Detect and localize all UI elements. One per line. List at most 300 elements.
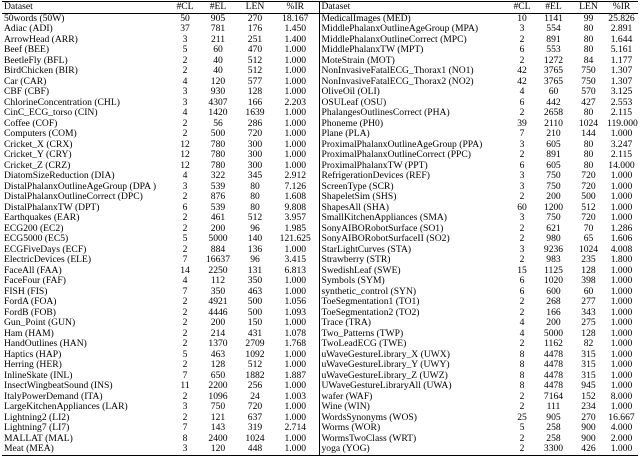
right-element-count-cell: 4478 (543, 370, 564, 381)
right-class-count-cell: 2 (519, 433, 525, 444)
right-class-count-cell: 42 (517, 76, 527, 87)
left-element-count-cell: 461 (210, 213, 226, 223)
left-imbalance-ratio-cell: 1.000 (284, 118, 307, 129)
table-row (2, 150, 638, 161)
left-class-count-cell: 2 (182, 66, 188, 76)
right-dataset-name-cell: wafer (WAF) (319, 392, 509, 403)
table-row (2, 350, 638, 361)
left-dataset-name-cell: ECGFiveDays (ECF) (4, 244, 87, 255)
left-class-count-cell: 2 (182, 391, 188, 402)
left-imbalance-ratio-cell: 2.203 (284, 97, 307, 108)
left-element-count-cell: 884 (210, 244, 226, 255)
right-imbalance-ratio-cell: 2.891 (610, 24, 633, 34)
header-imbalance-ratio: %IR (612, 1, 631, 12)
table-row (2, 392, 638, 403)
right-series-length-cell: 80 (583, 160, 594, 171)
right-class-count-cell: 5 (519, 423, 525, 433)
left-imbalance-ratio-cell: 1.000 (284, 381, 307, 391)
left-dataset-name-cell: BirdChicken (BIR) (4, 66, 78, 76)
right-series-length-cell: 152 (581, 391, 596, 402)
right-class-count-cell: 2 (519, 402, 525, 412)
right-class-count-cell: 8 (519, 381, 525, 391)
left-dataset-name-cell: FISH (FIS) (4, 286, 48, 297)
right-series-length-cell: 1024 (578, 244, 599, 255)
right-imbalance-ratio-cell: 1.307 (610, 76, 633, 87)
table-row (2, 360, 638, 371)
left-dataset-name-cell: Lightning7 (LI7) (4, 423, 70, 433)
left-element-count-cell: 211 (210, 34, 226, 45)
right-dataset-name-cell: SmallKitchenAppliances (SMA) (319, 213, 509, 224)
table-row (2, 182, 638, 193)
right-dataset-name-cell: ScreenType (SCR) (319, 182, 509, 193)
table-row (2, 171, 638, 182)
left-class-count-cell: 11 (180, 381, 190, 391)
right-dataset-name-cell: ProximalPhalanxTW (PPT) (319, 161, 509, 172)
left-imbalance-ratio-cell: 2.912 (284, 171, 307, 181)
left-imbalance-ratio-cell: 1.000 (284, 45, 307, 55)
right-series-length-cell: 80 (583, 24, 594, 34)
right-dataset-name-cell: ProximalPhalanxOutlineCorrect (PPC) (319, 150, 509, 161)
table-row (2, 98, 638, 109)
left-element-count-cell: 200 (210, 223, 226, 234)
left-series-length-cell: 637 (247, 412, 263, 423)
table-row (2, 423, 638, 434)
left-dataset-name-cell: Gun_Point (GUN) (4, 318, 76, 328)
left-series-length-cell: 319 (247, 423, 263, 433)
right-class-count-cell: 2 (519, 391, 525, 402)
right-class-count-cell: 3 (519, 181, 525, 192)
left-imbalance-ratio-cell: 1.000 (284, 276, 307, 286)
left-class-count-cell: 37 (180, 24, 190, 34)
right-series-length-cell: 570 (581, 87, 596, 97)
left-series-length-cell: 286 (247, 118, 263, 129)
left-class-count-cell: 2 (182, 297, 188, 307)
right-series-length-cell: 900 (581, 433, 596, 444)
right-dataset-name-cell: RefrigerationDevices (REF) (319, 171, 509, 182)
left-dataset-name-cell: MALLAT (MAL) (4, 433, 73, 444)
right-class-count-cell: 8 (519, 360, 525, 370)
left-class-count-cell: 2 (182, 412, 188, 423)
right-element-count-cell: 1141 (544, 13, 563, 24)
right-class-count-cell: 2 (519, 444, 525, 454)
right-imbalance-ratio-cell: 4.000 (610, 423, 633, 433)
right-class-count-cell: 3 (519, 24, 525, 34)
table-row (2, 77, 638, 88)
right-dataset-name-cell: MoteStrain (MOT) (319, 56, 509, 67)
right-element-count-cell: 258 (546, 433, 561, 444)
left-series-length-cell: 140 (247, 234, 263, 244)
right-element-count-cell: 210 (546, 129, 561, 139)
left-class-count-cell: 4 (182, 108, 188, 118)
left-class-count-cell: 4 (182, 276, 188, 286)
right-imbalance-ratio-cell: 1.000 (610, 181, 633, 192)
right-element-count-cell: 891 (546, 150, 561, 160)
right-element-count-cell: 553 (546, 45, 561, 55)
left-class-count-cell: 12 (180, 160, 190, 171)
left-dataset-name-cell: Coffee (COF) (4, 118, 58, 129)
left-imbalance-ratio-cell: 3.415 (284, 255, 307, 265)
right-class-count-cell: 2 (519, 339, 525, 349)
left-element-count-cell: 322 (210, 171, 226, 181)
right-element-count-cell: 891 (546, 34, 561, 45)
right-class-count-cell: 4 (519, 87, 525, 97)
left-element-count-cell: 780 (210, 150, 226, 160)
left-dataset-name-cell: Meat (MEA) (4, 444, 54, 454)
right-imbalance-ratio-cell: 1.000 (610, 360, 633, 370)
left-class-count-cell: 7 (182, 286, 188, 297)
left-series-length-cell: 512 (247, 213, 263, 223)
left-element-count-cell: 120 (210, 76, 226, 87)
left-series-length-cell: 128 (247, 87, 263, 97)
left-imbalance-ratio-cell: 1.000 (284, 76, 307, 87)
left-class-count-cell: 2 (182, 223, 188, 234)
right-imbalance-ratio-cell: 1.606 (610, 234, 633, 244)
left-series-length-cell: 463 (247, 286, 263, 297)
left-element-count-cell: 4307 (208, 97, 228, 108)
left-imbalance-ratio-cell: 2.714 (284, 423, 307, 433)
table-row (2, 329, 638, 340)
right-class-count-cell: 2 (519, 307, 525, 318)
left-element-count-cell: 750 (210, 402, 226, 412)
left-series-length-cell: 500 (247, 297, 263, 307)
right-element-count-cell: 2658 (543, 108, 564, 118)
left-dataset-name-cell: Adiac (ADI) (4, 24, 53, 34)
left-imbalance-ratio-cell: 1.000 (284, 412, 307, 423)
right-dataset-name-cell: MiddlePhalanxOutlineCorrect (MPC) (319, 35, 509, 46)
table-row (2, 266, 638, 277)
left-dataset-name-cell: Cricket_Y (CRY) (4, 150, 72, 160)
left-series-length-cell: 80 (250, 202, 260, 213)
left-element-count-cell: 4921 (208, 297, 228, 307)
right-series-length-cell: 343 (581, 307, 596, 318)
right-class-count-cell: 4 (519, 318, 525, 328)
right-class-count-cell: 6 (519, 286, 525, 297)
right-dataset-name-cell: Trace (TRA) (319, 318, 509, 329)
right-imbalance-ratio-cell: 1.000 (610, 370, 633, 381)
left-dataset-name-cell: FaceAll (FAA) (4, 265, 62, 276)
left-element-count-cell: 128 (210, 360, 226, 370)
right-class-count-cell: 6 (519, 45, 525, 55)
right-series-length-cell: 65 (583, 234, 594, 244)
left-series-length-cell: 300 (247, 160, 263, 171)
table-row (2, 108, 638, 119)
right-series-length-cell: 1024 (578, 118, 599, 129)
right-element-count-cell: 4478 (543, 349, 564, 360)
right-element-count-cell: 166 (546, 307, 561, 318)
table-row (2, 381, 638, 392)
right-class-count-cell: 8 (519, 349, 525, 360)
right-dataset-name-cell: ToeSegmentation1 (TO1) (319, 297, 509, 308)
right-dataset-name-cell: UWaveGestureLibraryAll (UWA) (319, 381, 509, 392)
table-body (2, 13, 638, 455)
right-element-count-cell: 9236 (543, 244, 564, 255)
table-row (2, 444, 638, 455)
right-imbalance-ratio-cell: 1.307 (610, 66, 633, 76)
left-class-count-cell: 12 (180, 150, 190, 160)
left-dataset-name-cell: Lightning2 (LI2) (4, 412, 70, 423)
left-imbalance-ratio-cell: 1.000 (284, 318, 307, 328)
right-imbalance-ratio-cell: 1.000 (610, 276, 633, 286)
left-imbalance-ratio-cell: 1.000 (284, 66, 307, 76)
header-length: LEN (579, 1, 598, 12)
right-class-count-cell: 2 (519, 234, 525, 244)
right-series-length-cell: 426 (581, 444, 596, 454)
left-dataset-name-cell: Haptics (HAP) (4, 349, 62, 360)
right-series-length-cell: 315 (581, 349, 596, 360)
table-row (2, 45, 638, 56)
left-class-count-cell: 2 (182, 213, 188, 223)
left-series-length-cell: 720 (247, 129, 263, 139)
left-class-count-cell: 4 (182, 171, 188, 181)
left-class-count-cell: 5 (182, 349, 188, 360)
right-class-count-cell: 2 (519, 255, 525, 265)
right-imbalance-ratio-cell: 1.000 (610, 171, 633, 181)
left-series-length-cell: 448 (247, 444, 263, 454)
left-imbalance-ratio-cell: 1.000 (284, 129, 307, 139)
table-row (2, 234, 638, 245)
left-imbalance-ratio-cell: 1.000 (284, 108, 307, 118)
table-row (2, 35, 638, 46)
left-element-count-cell: 350 (210, 286, 226, 297)
table-row (2, 119, 638, 130)
right-element-count-cell: 750 (546, 171, 561, 181)
table-row (2, 203, 638, 214)
right-element-count-cell: 60 (548, 87, 559, 97)
left-imbalance-ratio-cell: 1.000 (284, 402, 307, 412)
left-series-length-cell: 512 (247, 360, 263, 370)
left-imbalance-ratio-cell: 1.000 (284, 55, 307, 66)
right-dataset-name-cell: MedicalImages (MED) (319, 13, 509, 24)
right-series-length-cell: 70 (583, 223, 594, 234)
right-element-count-cell: 111 (546, 402, 561, 412)
right-imbalance-ratio-cell: 1.000 (610, 349, 633, 360)
right-imbalance-ratio-cell: 2.553 (610, 97, 633, 108)
right-element-count-cell: 3765 (543, 66, 564, 76)
table-row (2, 66, 638, 77)
left-imbalance-ratio-cell: 1.093 (284, 307, 307, 318)
left-series-length-cell: 270 (247, 13, 263, 24)
right-series-length-cell: 512 (581, 202, 596, 213)
right-dataset-name-cell: Plane (PLA) (319, 129, 509, 140)
right-element-count-cell: 5000 (543, 328, 564, 339)
right-series-length-cell: 128 (581, 328, 596, 339)
left-series-length-cell: 345 (247, 171, 263, 181)
right-element-count-cell: 4478 (543, 381, 564, 391)
right-dataset-name-cell: OSULeaf (OSU) (319, 98, 509, 109)
left-dataset-name-cell: Ham (HAM) (4, 328, 54, 339)
right-element-count-cell: 442 (546, 97, 561, 108)
right-class-count-cell: 3 (519, 139, 525, 150)
header-dataset: Dataset (319, 2, 509, 14)
right-element-count-cell: 1162 (544, 339, 563, 349)
right-imbalance-ratio-cell: 3.247 (610, 139, 633, 150)
right-series-length-cell: 80 (583, 108, 594, 118)
left-element-count-cell: 1096 (208, 391, 228, 402)
left-class-count-cell: 14 (180, 265, 190, 276)
left-element-count-cell: 2250 (208, 265, 228, 276)
left-dataset-name-cell: ECG200 (EC2) (4, 223, 64, 234)
right-series-length-cell: 315 (581, 360, 596, 370)
left-series-length-cell: 80 (250, 181, 260, 192)
table-row (2, 434, 638, 445)
table-row (2, 87, 638, 98)
left-imbalance-ratio-cell: 1.000 (284, 87, 307, 97)
left-imbalance-ratio-cell: 1.000 (284, 433, 307, 444)
table-row (2, 339, 638, 350)
right-element-count-cell: 258 (546, 423, 561, 433)
right-series-length-cell: 720 (581, 213, 596, 223)
header-length: LEN (245, 1, 265, 12)
right-imbalance-ratio-cell: 8.000 (610, 391, 633, 402)
right-series-length-cell: 128 (581, 265, 596, 276)
right-imbalance-ratio-cell: 1.000 (610, 307, 633, 318)
left-class-count-cell: 3 (182, 87, 188, 97)
left-class-count-cell: 8 (182, 433, 188, 444)
right-class-count-cell: 60 (517, 202, 527, 213)
right-dataset-name-cell: Phoneme (PH0) (319, 119, 509, 130)
right-dataset-name-cell: yoga (YOG) (319, 444, 509, 455)
left-series-length-cell: 300 (247, 139, 263, 150)
left-dataset-name-cell: HandOutlines (HAN) (4, 339, 87, 349)
left-class-count-cell: 3 (182, 97, 188, 108)
left-class-count-cell: 12 (180, 139, 190, 150)
left-dataset-name-cell: InlineSkate (INL) (4, 370, 73, 381)
right-class-count-cell: 2 (519, 34, 525, 45)
left-class-count-cell: 5 (182, 45, 188, 55)
table-row (2, 318, 638, 329)
table-row (2, 371, 638, 382)
left-dataset-name-cell: Beef (BEE) (4, 45, 50, 55)
left-dataset-name-cell: ECG5000 (EC5) (4, 234, 69, 244)
left-dataset-name-cell: Herring (HER) (4, 360, 62, 370)
left-dataset-name-cell: FaceFour (FAF) (4, 276, 66, 286)
right-imbalance-ratio-cell: 1.644 (610, 34, 633, 45)
left-class-count-cell: 2 (182, 129, 188, 139)
right-element-count-cell: 750 (546, 213, 561, 223)
left-element-count-cell: 200 (210, 318, 226, 328)
right-class-count-cell: 2 (519, 150, 525, 160)
left-imbalance-ratio-cell: 7.126 (284, 181, 307, 192)
right-element-count-cell: 3765 (543, 76, 564, 87)
left-imbalance-ratio-cell: 6.813 (284, 265, 307, 276)
left-dataset-name-cell: DistalPhalanxOutlineAgeGroup (DPA ) (4, 181, 157, 192)
left-class-count-cell: 2 (182, 339, 188, 349)
right-imbalance-ratio-cell: 1.000 (610, 192, 633, 202)
right-dataset-name-cell: OliveOil (OLI) (319, 87, 509, 98)
header-elements: #EL (209, 1, 227, 12)
left-imbalance-ratio-cell: 1.000 (284, 286, 307, 297)
right-element-count-cell: 554 (546, 24, 561, 34)
left-dataset-name-cell: DistalPhalanxTW (DPT) (4, 202, 100, 213)
left-series-length-cell: 96 (250, 223, 260, 234)
table-row (2, 192, 638, 203)
right-dataset-name-cell: WordsSynonyms (WOS) (319, 413, 509, 424)
right-dataset-name-cell: ShapeletSim (SHS) (319, 192, 509, 203)
right-element-count-cell: 621 (546, 223, 561, 234)
left-element-count-cell: 2200 (208, 381, 228, 391)
left-element-count-cell: 2400 (208, 433, 228, 444)
table-row (2, 13, 638, 24)
right-element-count-cell: 4478 (543, 360, 564, 370)
left-imbalance-ratio-cell: 9.808 (284, 202, 307, 213)
right-imbalance-ratio-cell: 1.000 (610, 444, 633, 454)
left-element-count-cell: 780 (210, 139, 226, 150)
right-class-count-cell: 6 (519, 160, 525, 171)
right-dataset-name-cell: SwedishLeaf (SWE) (319, 266, 509, 277)
right-class-count-cell: 10 (517, 13, 527, 24)
left-series-length-cell: 1639 (245, 108, 265, 118)
right-series-length-cell: 80 (583, 34, 594, 45)
header-imbalance-ratio: %IR (286, 1, 305, 12)
left-imbalance-ratio-cell: 1.608 (284, 192, 307, 202)
right-element-count-cell: 1272 (543, 55, 564, 66)
left-series-length-cell: 166 (247, 97, 263, 108)
left-class-count-cell: 6 (182, 202, 188, 213)
left-element-count-cell: 500 (210, 129, 226, 139)
right-class-count-cell: 6 (519, 276, 525, 286)
left-imbalance-ratio-cell: 1.887 (284, 370, 307, 381)
right-dataset-name-cell: NonInvasiveFatalECG_Thorax1 (NO1) (319, 66, 509, 77)
right-imbalance-ratio-cell: 4.008 (610, 244, 633, 255)
right-series-length-cell: 398 (581, 276, 596, 286)
left-series-length-cell: 500 (247, 307, 263, 318)
right-element-count-cell: 600 (546, 286, 561, 297)
left-dataset-name-cell: ItalyPowerDemand (ITA) (4, 391, 103, 402)
right-imbalance-ratio-cell: 1.000 (610, 202, 633, 213)
left-dataset-name-cell: ElectricDevices (ELE) (4, 255, 92, 265)
right-series-length-cell: 235 (581, 255, 596, 265)
right-class-count-cell: 15 (517, 265, 527, 276)
right-class-count-cell: 2 (519, 192, 525, 202)
left-imbalance-ratio-cell: 1.985 (284, 223, 307, 234)
right-imbalance-ratio-cell: 2.000 (610, 433, 633, 444)
left-class-count-cell: 5 (182, 234, 188, 244)
left-element-count-cell: 60 (213, 45, 223, 55)
right-series-length-cell: 99 (583, 13, 594, 24)
right-series-length-cell: 750 (581, 66, 596, 76)
left-dataset-name-cell: FordA (FOA) (4, 297, 57, 307)
right-series-length-cell: 275 (581, 318, 596, 328)
left-class-count-cell: 2 (182, 118, 188, 129)
left-dataset-name-cell: 50words (50W) (4, 13, 65, 24)
left-element-count-cell: 780 (210, 160, 226, 171)
right-series-length-cell: 144 (581, 129, 596, 139)
left-element-count-cell: 781 (210, 24, 226, 34)
table-row (2, 129, 638, 140)
right-class-count-cell: 2 (519, 223, 525, 234)
table-row (2, 24, 638, 35)
right-imbalance-ratio-cell: 1.000 (610, 402, 633, 412)
right-element-count-cell: 983 (546, 255, 561, 265)
right-dataset-name-cell: uWaveGestureLibrary_Y (UWY) (319, 360, 509, 371)
left-series-length-cell: 350 (247, 276, 263, 286)
header-elements: #EL (545, 1, 562, 12)
left-series-length-cell: 512 (247, 55, 263, 66)
right-element-count-cell: 905 (546, 412, 561, 423)
right-imbalance-ratio-cell: 1.800 (610, 255, 633, 265)
right-series-length-cell: 80 (583, 150, 594, 160)
right-element-count-cell: 750 (546, 181, 561, 192)
table-row (2, 224, 638, 235)
right-element-count-cell: 605 (546, 139, 561, 150)
right-dataset-name-cell: uWaveGestureLibrary_Z (UWZ) (319, 371, 509, 382)
left-series-length-cell: 720 (247, 402, 263, 412)
left-element-count-cell: 112 (210, 276, 226, 286)
left-element-count-cell: 650 (210, 370, 226, 381)
right-element-count-cell: 980 (546, 234, 561, 244)
left-imbalance-ratio-cell: 3.957 (284, 213, 307, 223)
left-element-count-cell: 4446 (208, 307, 228, 318)
